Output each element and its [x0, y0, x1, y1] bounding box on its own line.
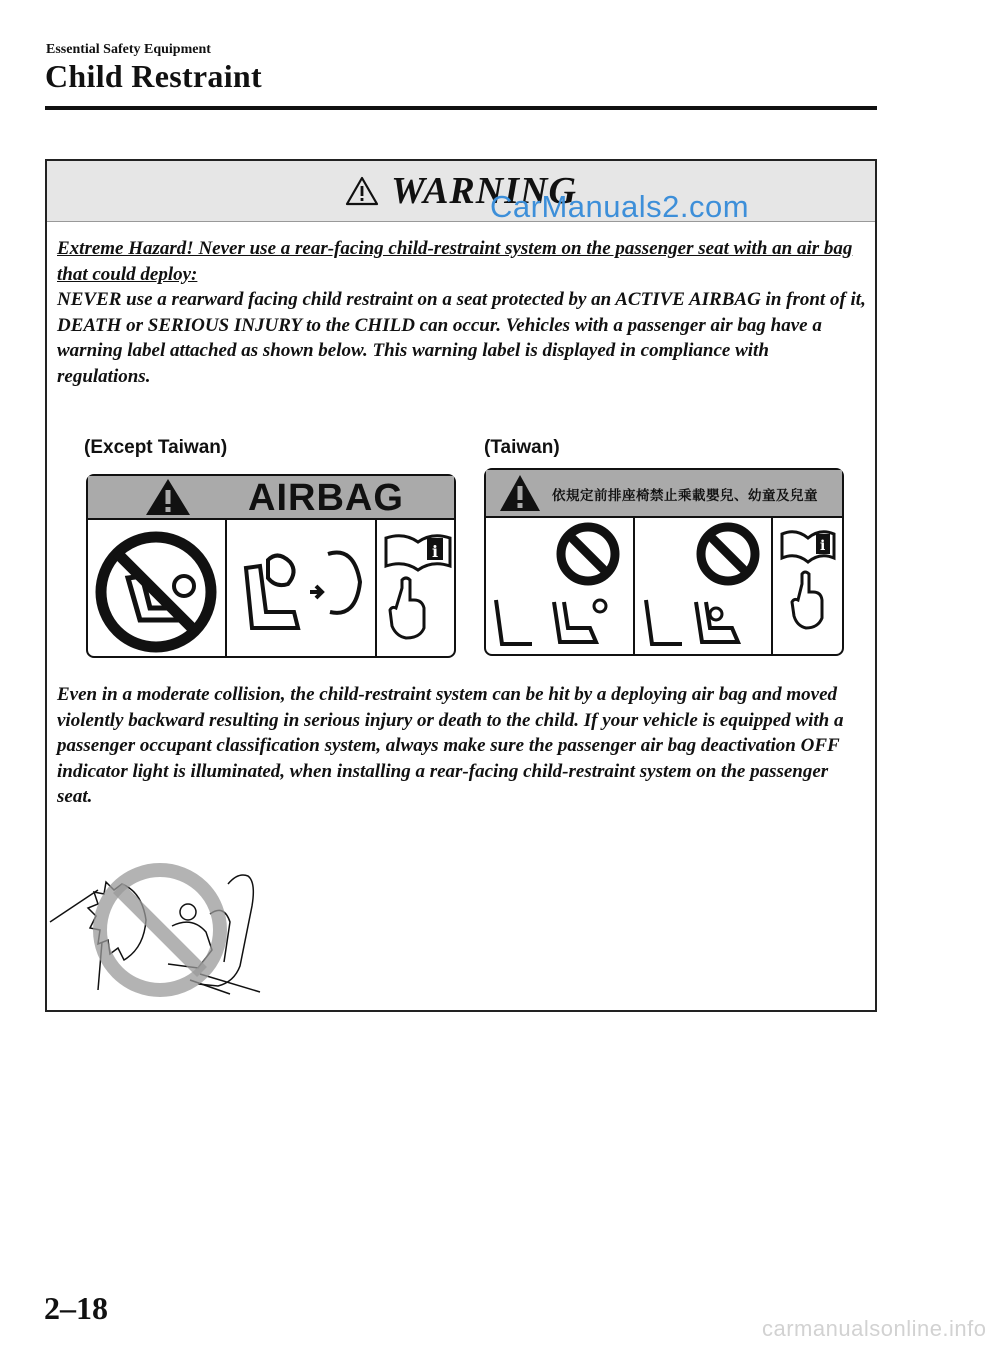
warning-header [47, 161, 875, 222]
read-manual-icon [386, 536, 450, 638]
airbag-warning-label [86, 474, 456, 658]
page-number: 2–18 [44, 1290, 108, 1326]
no-child-seat-icon [496, 527, 615, 644]
taiwan-label-pictograms [486, 518, 842, 654]
taiwan-caption: (Taiwan) [484, 437, 560, 458]
svg-text:i: i [432, 542, 439, 561]
except-taiwan-caption: (Except Taiwan) [84, 437, 228, 458]
no-rear-facing-seat-icon [101, 537, 211, 647]
warning-title: WARNING [391, 170, 577, 212]
svg-text:i: i [820, 538, 826, 554]
warning-paragraph-1 [57, 236, 867, 389]
taiwan-warning-label [484, 468, 844, 656]
warning-triangle-icon [498, 473, 542, 513]
footer-site: carmanualsonline.info [762, 1316, 987, 1341]
taiwan-label-header [486, 470, 842, 518]
hazard-lead: Extreme Hazard! Never use a rear-facing child-restraint system on the passenger seat with an air bag that could deploy: [57, 238, 853, 285]
warning-triangle-icon [345, 176, 379, 206]
warning-text-1: NEVER use a rearward facing child restraint on a seat protected by an ACTIVE AIRBAG in front of it, DEATH or SERIOUS INJURY to the CHILD can occur. Vehicles with a passenger air bag have a warning label attached as shown below. This warning label is displayed in compliance with regulations. [57, 289, 866, 387]
taiwan-label-text: 依規定前排座椅禁止乘載嬰兒、幼童及兒童 [552, 488, 818, 504]
warning-triangle-icon [144, 477, 192, 517]
airbag-label-pictograms [88, 520, 454, 656]
read-manual-icon [782, 532, 834, 628]
title-rule [45, 106, 877, 110]
page-title: Child Restraint [45, 58, 262, 94]
airbag-label-text: AIRBAG [248, 477, 404, 519]
watermark: CarManuals2.com [490, 189, 750, 224]
no-infant-seat-icon [646, 527, 755, 644]
prohibition-sign-icon [100, 870, 220, 990]
airbag-deploy-icon [246, 553, 360, 628]
section-label: Essential Safety Equipment [46, 42, 211, 57]
rear-facing-seat-airbag-illustration [50, 854, 280, 994]
warning-paragraph-2: Even in a moderate collision, the child-restraint system can be hit by a deploying air bag and moved violently backward resulting in serious injury or death to the child. If your vehicle is equipped with a passenger occupant classification system, always make sure the passenger air bag deactivation OFF indicator light is illuminated, when installing a rear-facing child-restraint system on the passenger seat. [57, 684, 844, 807]
airbag-label-header [88, 476, 454, 520]
